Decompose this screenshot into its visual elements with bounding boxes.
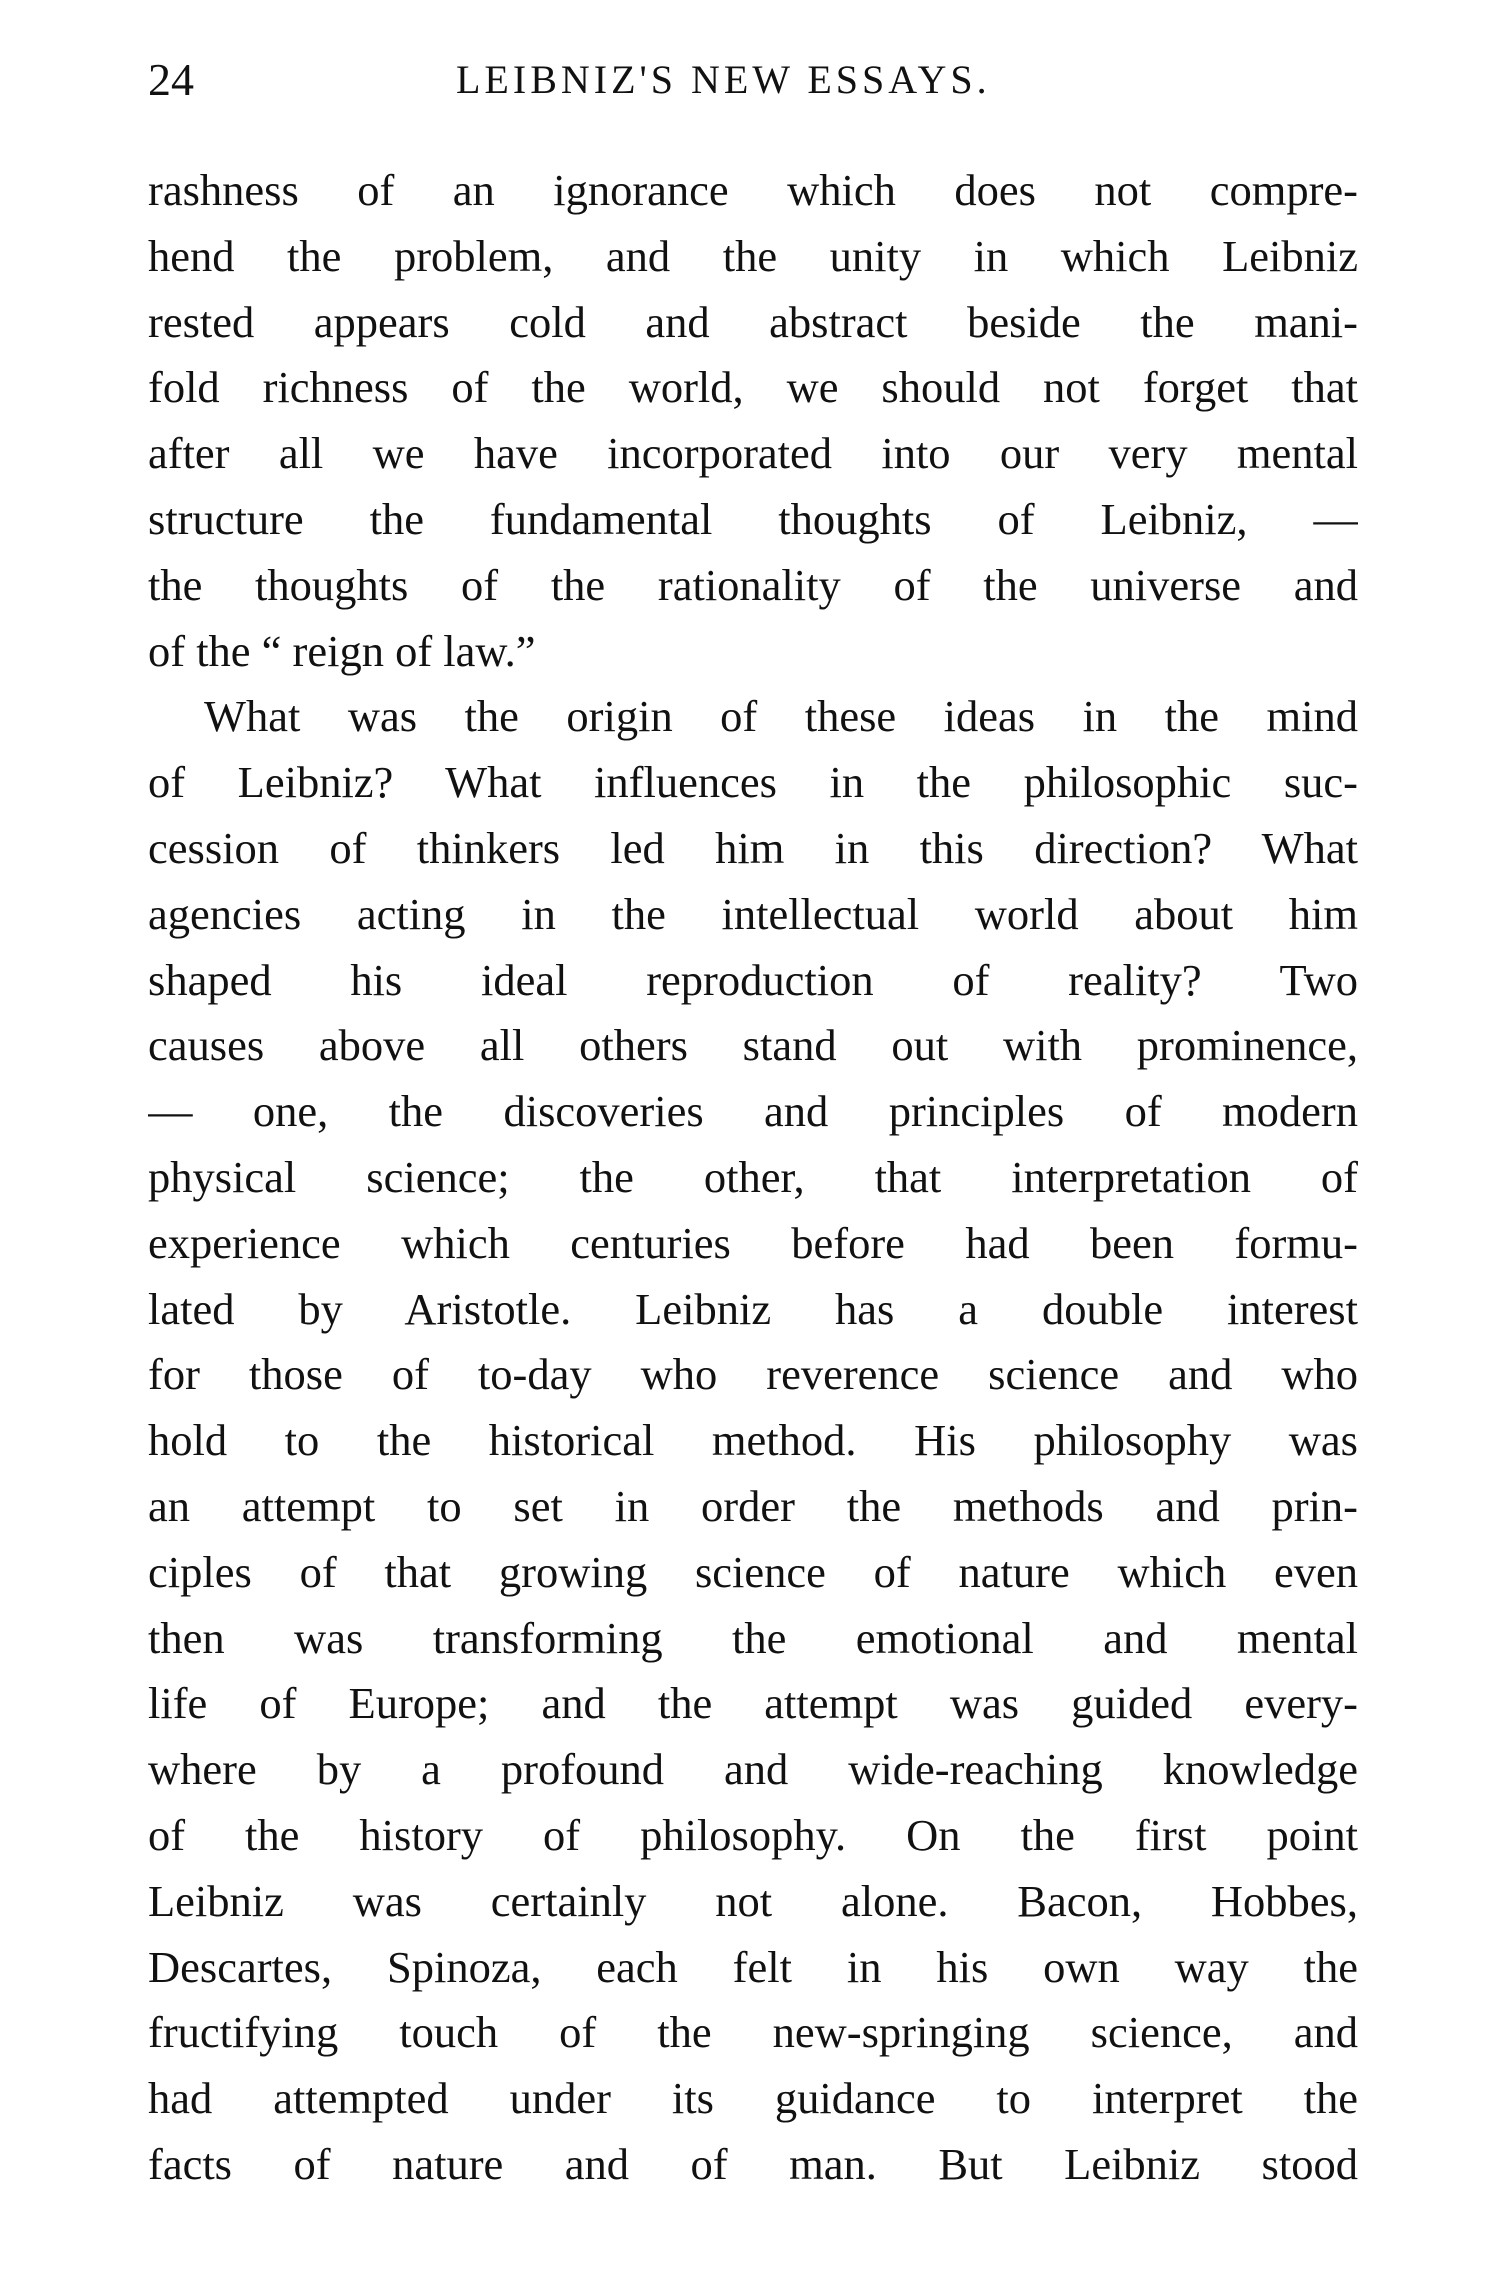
- page-number: 24: [148, 54, 194, 105]
- text-line: cession of thinkers led him in this direction? What: [148, 822, 1358, 873]
- text-line: life of Europe; and the attempt was guided every-: [148, 1678, 1358, 1729]
- text-line: for those of to-day who reverence science and who: [148, 1349, 1358, 1400]
- text-line: after all we have incorporated into our very mental: [148, 428, 1358, 479]
- text-line: facts of nature and of man. But Leibniz stood: [148, 2138, 1358, 2189]
- text-line: of Leibniz? What influences in the philosophic suc-: [148, 757, 1358, 808]
- text-line: structure the fundamental thoughts of Leibniz, —: [148, 493, 1358, 544]
- text-line: shaped his ideal reproduction of reality? Two: [148, 954, 1358, 1005]
- text-line: of the “ reign of law.”: [148, 625, 536, 676]
- text-line: hend the problem, and the unity in which Leibniz: [148, 230, 1358, 281]
- running-head: [148, 50, 1358, 110]
- text-line: rested appears cold and abstract beside the mani-: [148, 296, 1358, 347]
- text-line: of the history of philosophy. On the first point: [148, 1809, 1358, 1860]
- text-line: hold to the historical method. His philosophy was: [148, 1415, 1358, 1466]
- text-line: the thoughts of the rationality of the universe and: [148, 559, 1358, 610]
- text-line: lated by Aristotle. Leibniz has a double interest: [148, 1283, 1358, 1334]
- text-line: an attempt to set in order the methods and prin-: [148, 1480, 1358, 1531]
- text-line: Descartes, Spinoza, each felt in his own way the: [148, 1941, 1358, 1992]
- running-title: LEIBNIZ'S NEW ESSAYS.: [456, 57, 991, 102]
- text-line: had attempted under its guidance to interpret the: [148, 2073, 1358, 2124]
- text-line: agencies acting in the intellectual world about him: [148, 888, 1358, 939]
- text-line: physical science; the other, that interpretation of: [148, 1151, 1358, 1202]
- text-line: What was the origin of these ideas in the mind: [204, 691, 1358, 742]
- text-line: where by a profound and wide-reaching knowledge: [148, 1744, 1358, 1795]
- text-line: causes above all others stand out with prominence,: [148, 1020, 1358, 1071]
- text-line: experience which centuries before had been formu-: [148, 1217, 1358, 1268]
- text-line: then was transforming the emotional and mental: [148, 1612, 1358, 1663]
- text-line: fold richness of the world, we should not forget that: [148, 362, 1358, 413]
- text-line: rashness of an ignorance which does not compre-: [148, 165, 1358, 215]
- text-line: fructifying touch of the new-springing science, and: [148, 2007, 1358, 2058]
- text-line: — one, the discoveries and principles of modern: [148, 1086, 1358, 1137]
- text-line: ciples of that growing science of nature which even: [148, 1546, 1358, 1597]
- body-text: [148, 158, 1358, 2198]
- text-line: Leibniz was certainly not alone. Bacon, Hobbes,: [148, 1875, 1358, 1926]
